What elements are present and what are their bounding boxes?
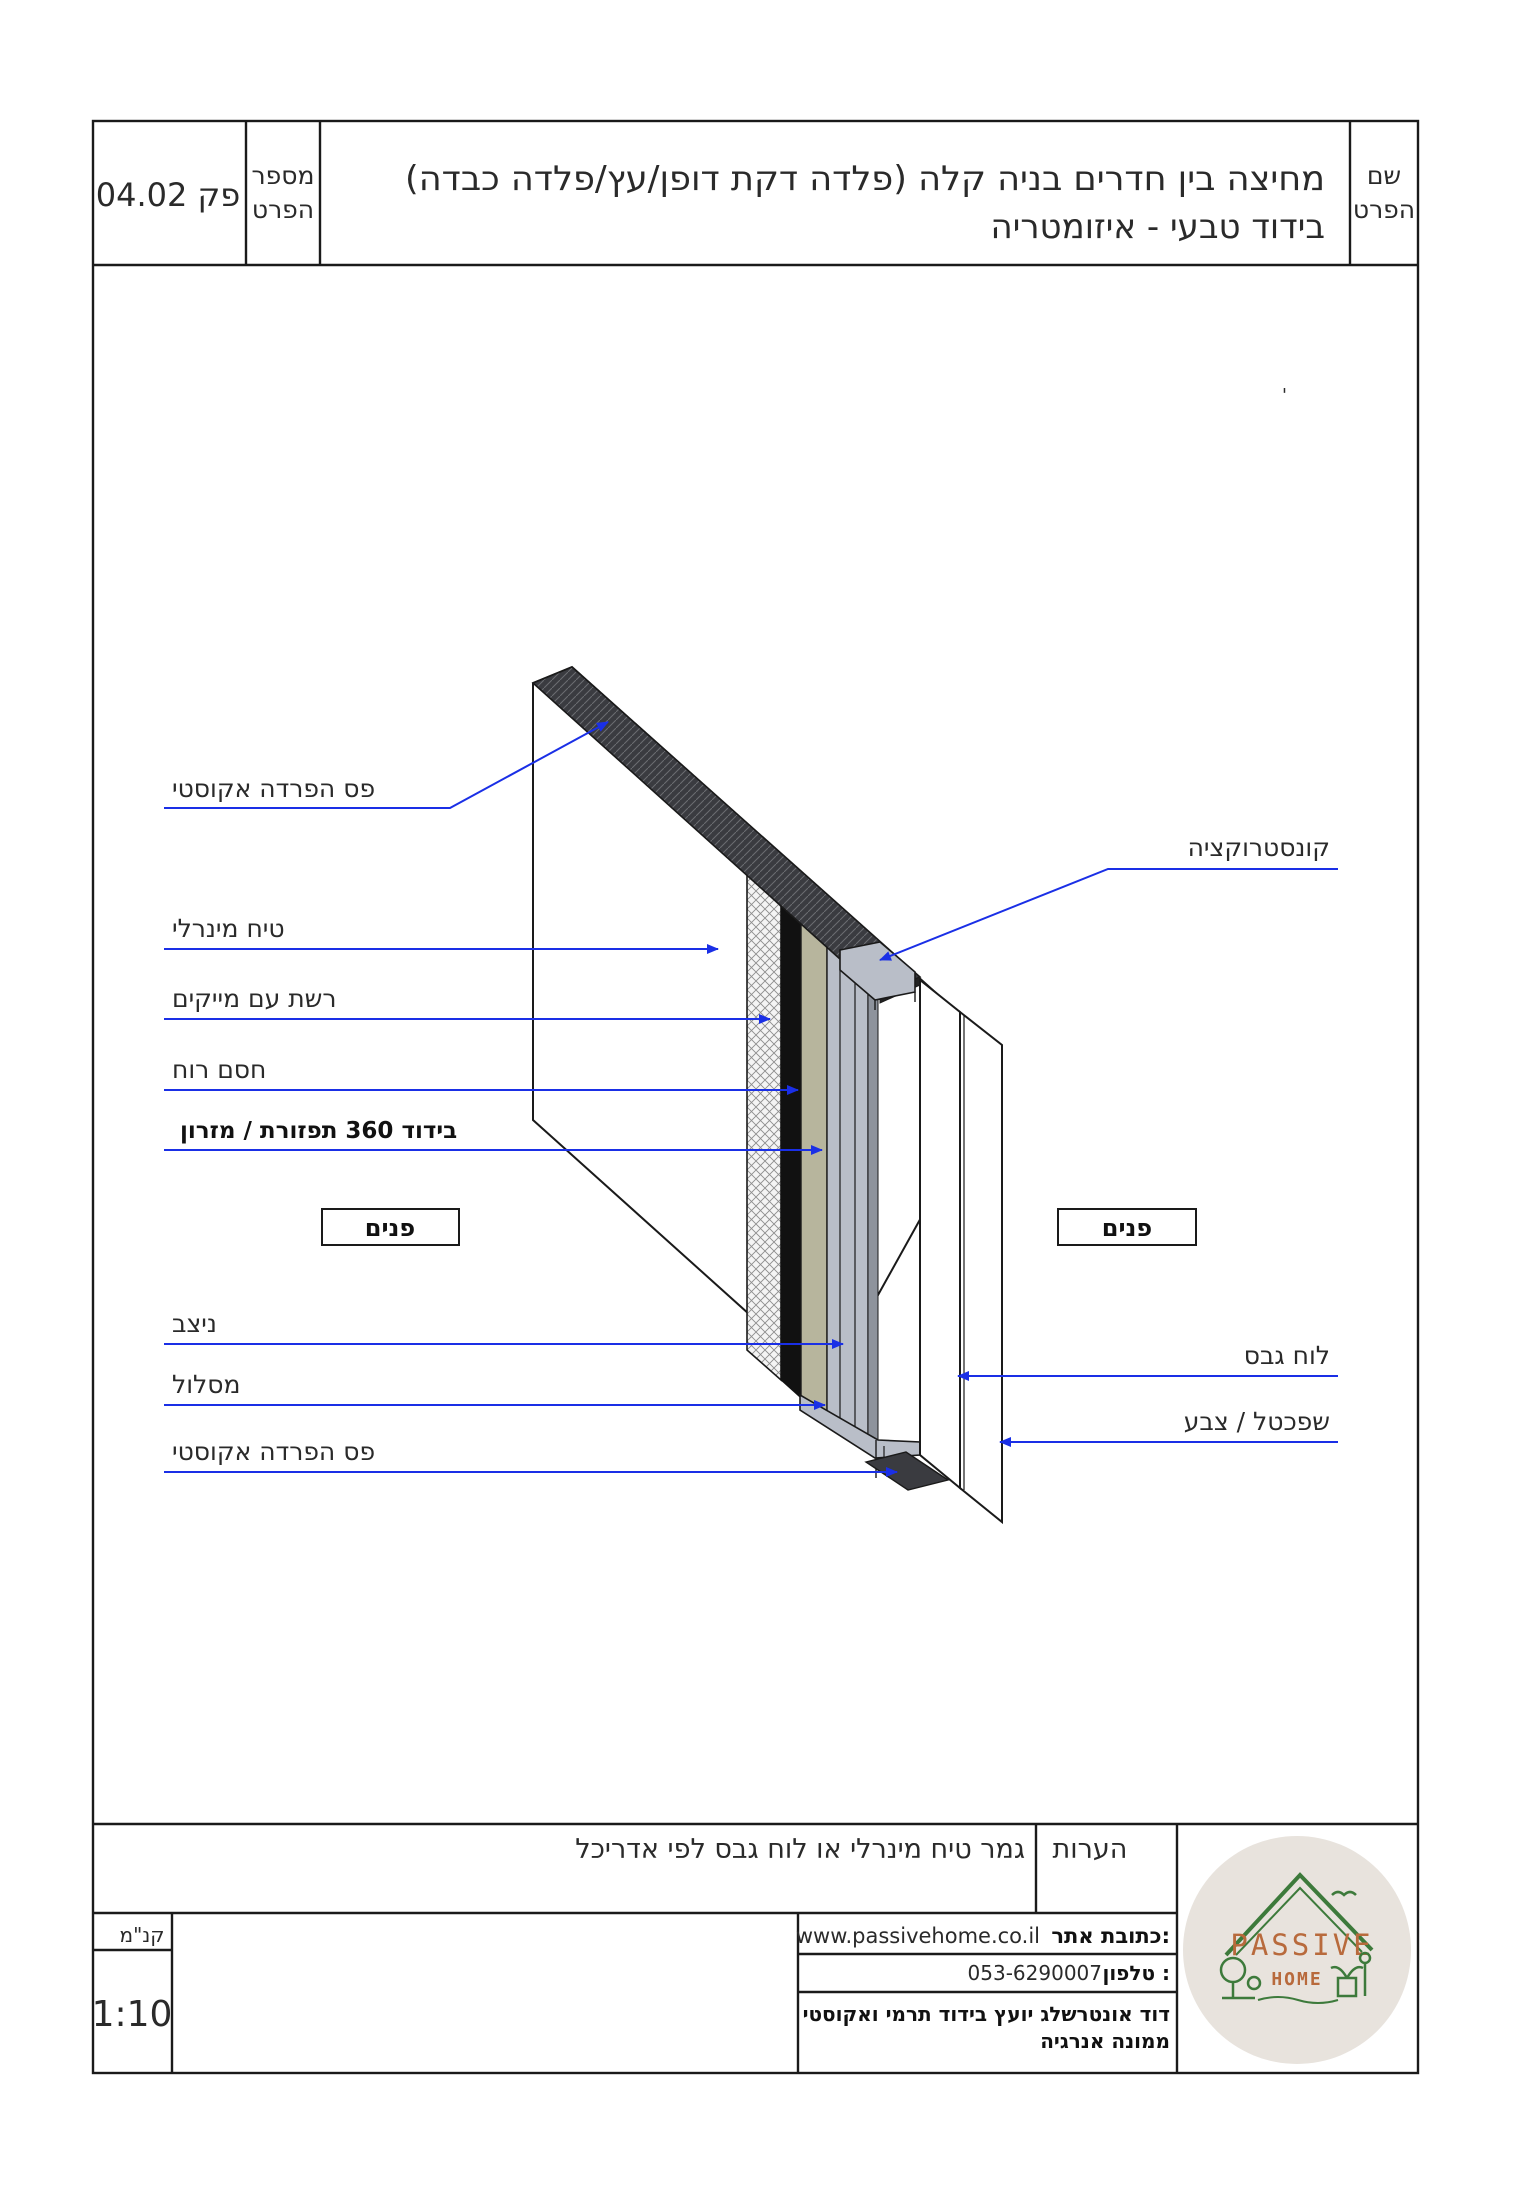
steel-stud [827,945,868,1440]
isometric-wall-drawing [533,667,1002,1522]
interior-tag-right [1058,1209,1196,1245]
detail-number: פק 04.02 [95,176,241,214]
label-mesh: רשת עם מייקים [172,984,337,1013]
scale-value: 1:10 [91,1994,173,2035]
gypsum-board [920,980,960,1488]
title-block-header [96,159,1415,247]
detail-title-line2: בידוד טבעי - איזומטריה [990,207,1325,247]
label-acoustic-strip-top: פס הפרדה אקוסטי [172,774,376,803]
number-label-line2: הפרט [251,195,315,224]
leader-construction [880,869,1338,960]
label-track: מסלול [172,1370,241,1399]
phone-value: 053-6290007 [967,1961,1102,1985]
name-label-line2: הפרט [1352,195,1416,224]
number-label-line1: מספר [251,161,315,190]
scale-label: קנ"מ [119,1923,165,1947]
interior-left-text: פנים [364,1214,416,1242]
logo-word-passive: PASSIVE [1230,1928,1374,1962]
label-wind-barrier: חסם רוח [172,1055,267,1084]
consultant-line2: ממונה אנרגיה [1040,2029,1170,2053]
label-insulation: בידוד 360 תפזורת / מזרון [180,1118,458,1144]
interior-right-text: פנים [1101,1214,1153,1242]
stray-mark: ' [1282,385,1287,406]
label-gypsum-board: לוח גבס [1243,1341,1330,1370]
passive-home-logo [1183,1836,1411,2064]
website-value: www.passivehome.co.il [795,1924,1040,1948]
label-mineral-plaster: טיח מינרלי [172,914,285,943]
phone-label: טלפון : [1102,1961,1170,1985]
insulation-layer [801,922,827,1420]
label-construction: קונסטרוקציה [1187,833,1330,862]
notes-label: הערות [1052,1834,1128,1865]
title-block-footer [92,1834,1170,2053]
label-acoustic-strip-bottom: פס הפרדה אקוסטי [172,1437,376,1466]
detail-title-line1: מחיצה בין חדרים בניה קלה (פלדה דקת דופן/עץ/פלדה כבדה) [405,159,1325,199]
label-stud: ניצב [172,1309,217,1338]
logo-word-home: HOME [1271,1969,1323,1990]
name-label-line1: שם [1366,161,1402,190]
consultant-line1: דוד אונטרשלג יועץ בידוד תרמי ואקוסטי [802,2002,1170,2026]
stud-web [868,980,878,1442]
finish-board-right [960,1012,1002,1522]
notes-text: גמר טיח מינרלי או לוח גבס לפי אדריכל [575,1834,1025,1865]
mesh-layer [747,874,781,1380]
website-label: כתובת אתר: [1051,1924,1170,1948]
interior-tag-left [322,1209,459,1245]
label-putty-paint: שפכטל / צבע [1183,1407,1330,1436]
